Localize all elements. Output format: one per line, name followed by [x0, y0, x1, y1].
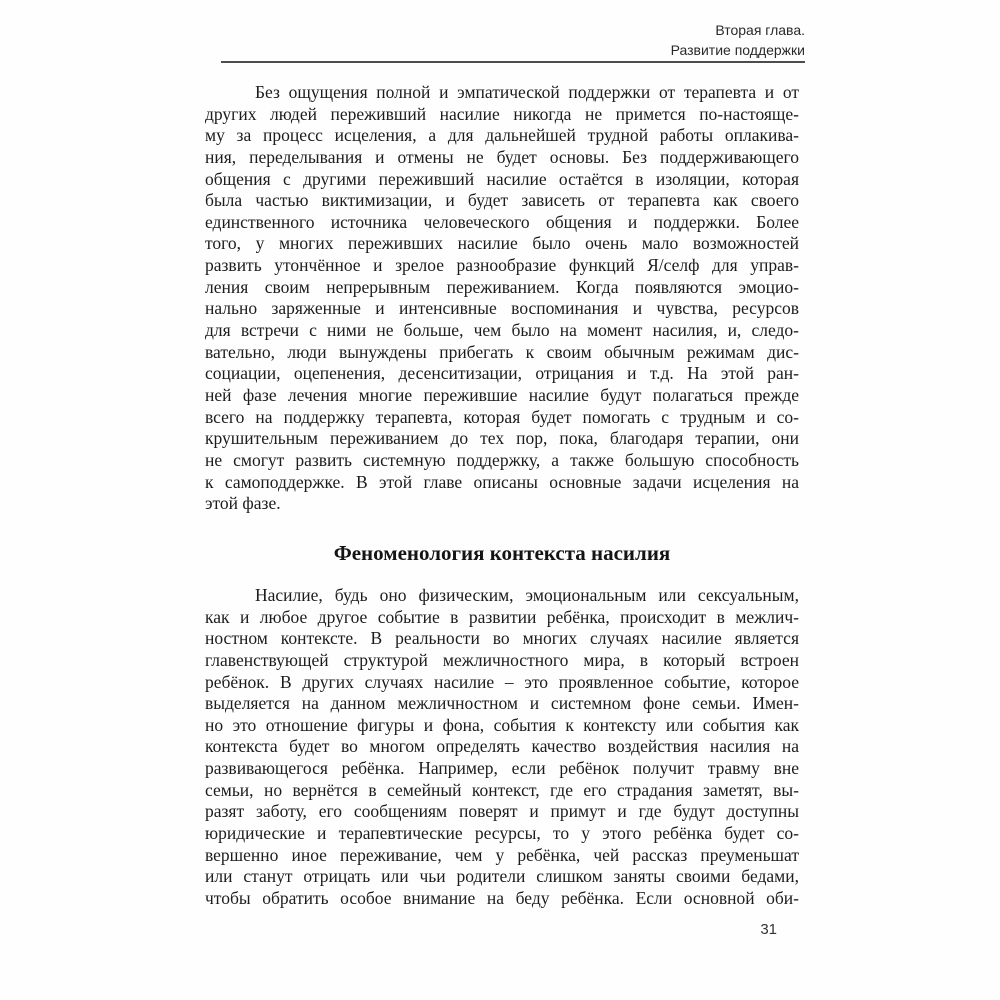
text-line: развивающегося ребёнка. Например, если ребёнок получит травму вне [205, 758, 799, 779]
text-line: главенствующей структурой межличностного мира, в который встроен [205, 649, 799, 670]
text-line: юридические и терапевтические ресурсы, то у этого ребёнка будет со- [205, 823, 799, 844]
text-line: Насилие, будь оно физическим, эмоциональным или сексуальным, [255, 585, 799, 605]
text-line: социации, оцепенения, десенситизации, отрицания и т.д. На этой ран- [205, 363, 799, 384]
text-line: не смогут развить системную поддержку, а также большую способность [205, 449, 799, 470]
paragraph-intro [205, 82, 799, 515]
text-line: к самоподдержке. В этой главе описаны основные задачи исцеления на [205, 471, 799, 492]
text-line: вательно, люди вынуждены прибегать к своим обычным режимам дис- [205, 341, 799, 362]
text-line: Без ощущения полной и эмпатической поддержки от терапевта и от [255, 82, 799, 102]
text-line: этой фазе. [205, 493, 281, 514]
text-line: выделяется на данном межличностном и системном фоне семьи. Имен- [205, 693, 799, 714]
text-line: ния, переделывания и отмены не будет основы. Без поддерживающего [205, 146, 799, 167]
text-line: того, у многих переживших насилие было очень мало возможностей [205, 233, 799, 254]
text-line: или станут отрицать или чьи родители слишком заняты своими бедами, [205, 866, 799, 887]
paragraph-phenomenology [205, 585, 799, 910]
text-line: развить утончённое и зрелое разнообразие функций Я/селф для управ- [205, 255, 799, 276]
text-line: общения с другими переживший насилие остаётся в изоляции, которая [205, 168, 799, 189]
text-line: семьи, но вернётся в семейный контекст, где его страдания заметят, вы- [205, 779, 799, 800]
text-line: была частью виктимизации, и будет зависеть от терапевта как своего [205, 190, 799, 211]
text-line: для встречи с ними не больше, чем было на момент насилия, и, следо- [205, 320, 799, 341]
text-line: как и любое другое событие в развитии ребёнка, происходит в межлич- [205, 606, 799, 627]
text-line: крушительным переживанием до тех пор, пока, благодаря терапии, они [205, 428, 799, 449]
text-line: контекста будет во многом определять качество воздействия насилия на [205, 736, 799, 757]
text-line: других людей переживший насилие никогда не примется по-настояще- [205, 103, 799, 124]
header-chapter-label: Вторая глава. [715, 22, 805, 38]
text-line: единственного источника человеческого общения и поддержки. Более [205, 211, 799, 232]
page-number: 31 [760, 921, 777, 938]
text-line: разят заботу, его сообщениям поверят и примут и где будут доступны [205, 801, 799, 822]
text-line: вершенно иное переживание, чем у ребёнка, чей рассказ преуменьшат [205, 844, 799, 865]
text-line: ления своим непрерывным переживанием. Когда появляются эмоцио- [205, 276, 799, 297]
text-line: всего на поддержку терапевта, которая будет помогать с трудным и со- [205, 406, 799, 427]
header-chapter-title: Развитие поддержки [670, 42, 805, 58]
text-line: нально заряженные и интенсивные воспоминания и чувства, ресурсов [205, 298, 799, 319]
running-header [671, 20, 805, 60]
text-line: чтобы обратить особое внимание на беду ребёнка. Если основной оби- [205, 887, 799, 908]
header-rule-divider [221, 61, 805, 63]
text-line: ребёнок. В других случаях насилие – это проявленное событие, которое [205, 671, 799, 692]
text-line: ностном контексте. В реальности во многих случаях насилие является [205, 628, 799, 649]
text-line: му за процесс исцеления, а для дальнейшей трудной работы оплакива- [205, 125, 799, 146]
section-heading: Феноменология контекста насилия [333, 541, 671, 565]
text-line: ней фазе лечения многие пережившие насилие будут полагаться прежде [205, 384, 799, 405]
text-line: но это отношение фигуры и фона, события к контексту или события как [205, 714, 799, 735]
